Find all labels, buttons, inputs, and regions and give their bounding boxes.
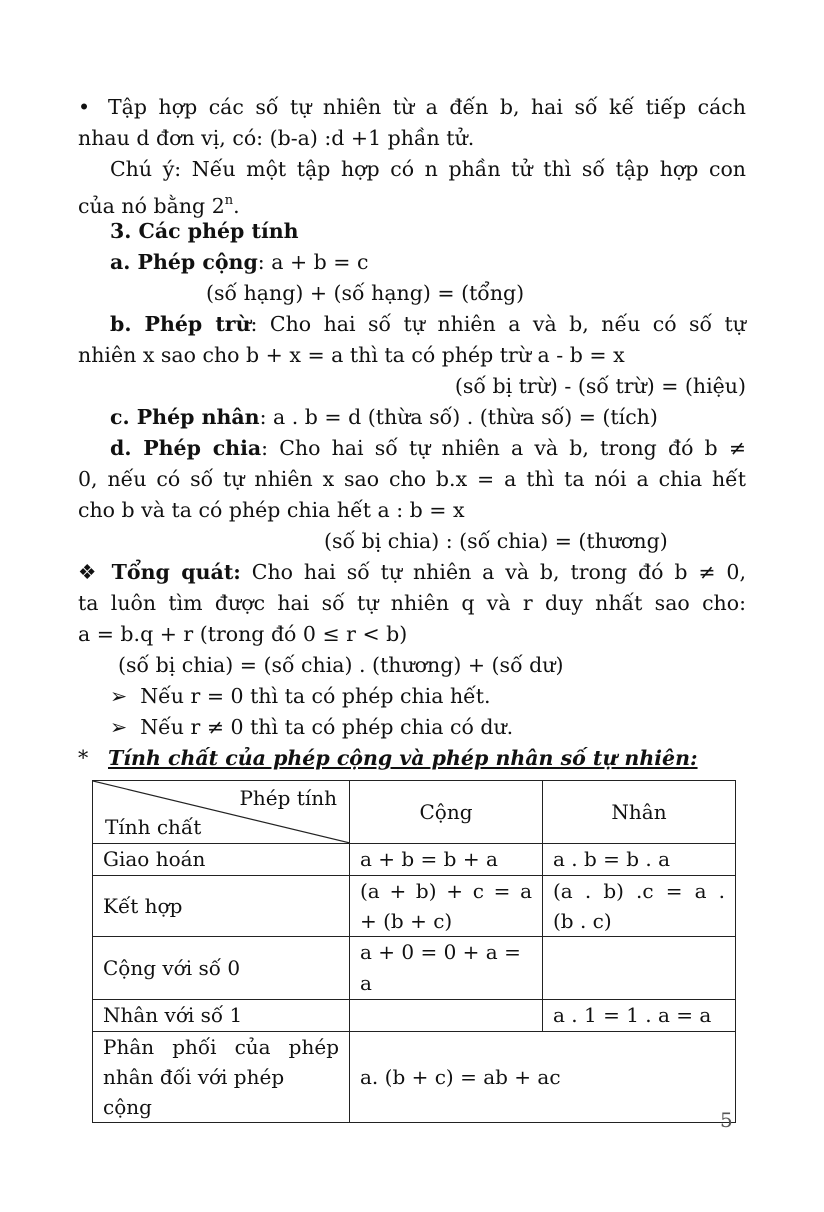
section-title: 3. Các phép tính bbox=[110, 219, 299, 243]
properties-table bbox=[92, 780, 736, 1123]
case-2 bbox=[78, 712, 746, 743]
multiplication-label: c. Phép nhân bbox=[110, 405, 260, 429]
page-content bbox=[78, 92, 746, 774]
subtraction-line-1 bbox=[78, 309, 746, 340]
addition-line bbox=[78, 247, 746, 278]
multiplication-cell: a . 1 = 1 . a = a bbox=[543, 1000, 736, 1032]
subtraction-label: b. Phép trừ bbox=[110, 312, 251, 336]
general-label: Tổng quát: bbox=[111, 560, 241, 584]
cell-line: (a . b) .c = a . bbox=[553, 879, 725, 903]
table-heading bbox=[78, 743, 746, 774]
note-line-1: Chú ý: Nếu một tập hợp có n phần tử thì số tập hợp con bbox=[110, 157, 746, 181]
division-line-3: cho b và ta có phép chia hết a : b = x bbox=[78, 498, 465, 522]
table-row bbox=[93, 844, 736, 876]
bullet-icon: • bbox=[78, 95, 91, 119]
bullet-line-1 bbox=[78, 92, 746, 123]
arrow-bullet-icon: ➢ bbox=[110, 684, 128, 708]
subtraction-line-2: nhiên x sao cho b + x = a thì ta có phép trừ a - b = x bbox=[78, 343, 625, 367]
division-line-1 bbox=[78, 433, 746, 464]
multiplication-cell: a . b = b . a bbox=[543, 844, 736, 876]
division-names: (số bị chia) : (số chia) = (thương) bbox=[324, 529, 668, 553]
general-names: (số bị chia) = (số chia) . (thương) + (số dư) bbox=[118, 653, 564, 677]
distributive-cell: a. (b + c) = ab + ac bbox=[350, 1032, 736, 1123]
property-cell bbox=[93, 1032, 350, 1123]
power-exponent: n bbox=[224, 193, 234, 208]
diamond-bullet-icon: ❖ bbox=[78, 560, 101, 584]
addition-formula: : a + b = c bbox=[257, 250, 369, 274]
multiplication-line bbox=[78, 402, 746, 433]
cell-line: + (b + c) bbox=[360, 909, 453, 933]
bullet-line-2: nhau d đơn vị, có: (b-a) :d +1 phần tử. bbox=[78, 126, 475, 150]
table-row bbox=[93, 876, 736, 937]
table-row bbox=[93, 1000, 736, 1032]
text: của nó bằng bbox=[78, 194, 206, 218]
general-line-3: a = b.q + r (trong đó 0 ≤ r < b) bbox=[78, 622, 408, 646]
page-number: 5 bbox=[720, 1108, 733, 1132]
case-1 bbox=[78, 681, 746, 712]
diagonal-header-cell bbox=[93, 781, 350, 844]
multiplication-cell bbox=[543, 876, 736, 937]
header-addition: Cộng bbox=[350, 781, 543, 844]
property-cell: Kết hợp bbox=[93, 876, 350, 937]
multiplication-cell bbox=[543, 937, 736, 1000]
header-multiplication: Nhân bbox=[543, 781, 736, 844]
cell-line: (b . c) bbox=[553, 909, 612, 933]
text: Nếu r = 0 thì ta có phép chia hết. bbox=[140, 684, 491, 708]
text: : Cho hai số tự nhiên a và b, trong đó b ≠ bbox=[261, 436, 747, 460]
text: : a . b = d (thừa số) . (thừa số) = (tích) bbox=[259, 405, 658, 429]
header-operation: Phép tính bbox=[239, 786, 337, 810]
addition-names: (số hạng) + (số hạng) = (tổng) bbox=[206, 281, 525, 305]
text: Cho hai số tự nhiên a và b, trong đó b ≠ 0, bbox=[240, 560, 746, 584]
addition-cell bbox=[350, 1000, 543, 1032]
arrow-bullet-icon: ➢ bbox=[110, 715, 128, 739]
table-row bbox=[93, 1032, 736, 1123]
table-row bbox=[93, 937, 736, 1000]
power-base: 2 bbox=[211, 194, 225, 218]
division-line-2: 0, nếu có số tự nhiên x sao cho b.x = a thì ta nói a chia hết bbox=[78, 467, 746, 491]
subtraction-names: (số bị trừ) - (số trừ) = (hiệu) bbox=[454, 374, 746, 398]
property-cell: Giao hoán bbox=[93, 844, 350, 876]
text: Tập hợp các số tự nhiên từ a đến b, hai số kế tiếp cách bbox=[108, 95, 746, 119]
table-header-row bbox=[93, 781, 736, 844]
general-line-2: ta luôn tìm được hai số tự nhiên q và r duy nhất sao cho: bbox=[78, 591, 746, 615]
section-heading bbox=[78, 216, 746, 247]
cell-line: (a + b) + c = a bbox=[360, 879, 532, 903]
text: . bbox=[233, 194, 240, 218]
addition-label: a. Phép cộng bbox=[110, 250, 258, 274]
table-title: Tính chất của phép cộng và phép nhân số tự nhiên: bbox=[108, 746, 698, 770]
property-cell: Nhân với số 1 bbox=[93, 1000, 350, 1032]
asterisk-icon: * bbox=[78, 746, 89, 770]
cell-line: nhân đối với phép cộng bbox=[103, 1065, 285, 1119]
division-label: d. Phép chia bbox=[110, 436, 262, 460]
header-property: Tính chất bbox=[105, 815, 202, 839]
text: Nếu r ≠ 0 thì ta có phép chia có dư. bbox=[140, 715, 514, 739]
text: : Cho hai số tự nhiên a và b, nếu có số tự bbox=[250, 312, 746, 336]
property-cell: Cộng với số 0 bbox=[93, 937, 350, 1000]
addition-cell: a + 0 = 0 + a = a bbox=[350, 937, 543, 1000]
general-line-1 bbox=[78, 557, 746, 588]
cell-line: Phân phối của phép bbox=[103, 1035, 339, 1059]
addition-cell: a + b = b + a bbox=[350, 844, 543, 876]
addition-cell bbox=[350, 876, 543, 937]
note-line-2 bbox=[78, 185, 746, 216]
